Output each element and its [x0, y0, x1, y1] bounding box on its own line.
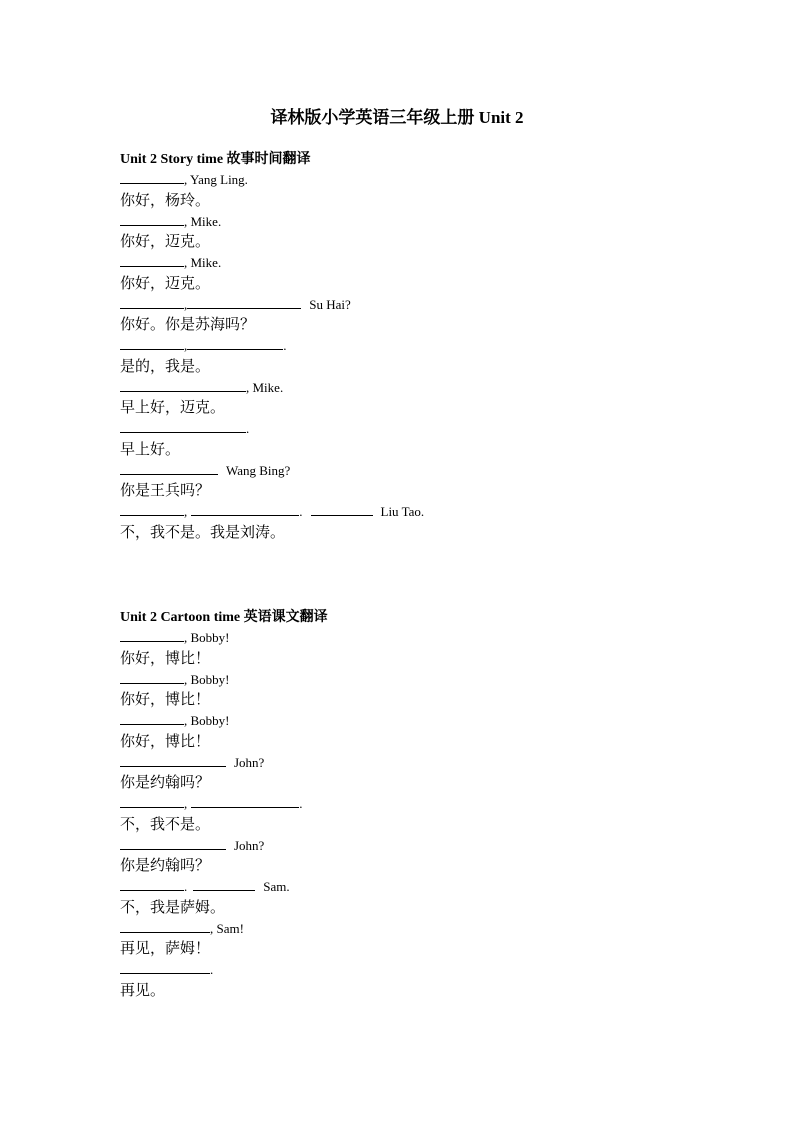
answer-blank[interactable]	[120, 628, 184, 642]
line-end: .	[299, 796, 303, 811]
answer-blank[interactable]	[120, 670, 184, 684]
answer-blank[interactable]	[120, 960, 210, 974]
translation-line: 再见，萨姆！	[120, 941, 211, 958]
line-text: John?	[234, 837, 265, 853]
translation-line: 再见。	[120, 982, 166, 999]
translation-line: 你好，杨玲。	[120, 192, 211, 209]
exercise-line	[120, 295, 740, 316]
line-text: Wang Bing?	[226, 462, 291, 478]
answer-blank[interactable]	[193, 877, 255, 891]
line-text: , Mike.	[246, 379, 284, 395]
line-text: , Mike.	[184, 255, 222, 270]
line-text: John?	[234, 754, 265, 770]
answer-blank[interactable]	[120, 170, 184, 184]
translation-line: 早上好。	[120, 441, 181, 458]
separator: .	[299, 504, 303, 519]
exercise-line	[120, 336, 740, 357]
line-end: .	[283, 338, 287, 353]
line-end: .	[210, 962, 214, 977]
line-text: Liu Tao.	[380, 504, 425, 519]
translation-line: 你好，博比！	[120, 650, 211, 667]
line-text: , Bobby!	[184, 630, 230, 645]
separator: ,	[184, 296, 188, 312]
cartoon-time-section	[120, 607, 740, 1002]
line-text: , Sam!	[210, 920, 244, 936]
translation-line: 你好，迈克。	[120, 234, 211, 251]
answer-blank[interactable]	[191, 502, 299, 516]
separator: ,	[184, 338, 188, 353]
exercise-line	[120, 170, 740, 191]
answer-blank[interactable]	[120, 753, 226, 767]
answer-blank[interactable]	[120, 461, 218, 475]
line-text: Su Hai?	[309, 296, 351, 312]
document-title: 译林版小学英语三年级上册 Unit 2	[270, 108, 524, 127]
answer-blank[interactable]	[191, 794, 299, 808]
answer-blank[interactable]	[120, 253, 184, 267]
story-time-section	[120, 149, 740, 544]
answer-blank[interactable]	[120, 711, 184, 725]
exercise-line	[120, 253, 740, 274]
exercise-line	[120, 461, 740, 482]
translation-line: 你好，博比！	[120, 692, 211, 709]
answer-blank[interactable]	[311, 502, 373, 516]
exercise-line	[120, 711, 740, 732]
translation-line: 你是约翰吗？	[120, 858, 211, 875]
exercise-line	[120, 919, 740, 940]
line-text: , Mike.	[184, 213, 222, 229]
separator: ,	[184, 504, 188, 519]
translation-line: 你好。你是苏海吗？	[120, 317, 256, 334]
exercise-line	[120, 212, 740, 233]
exercise-line	[120, 502, 740, 523]
answer-blank[interactable]	[120, 794, 184, 808]
separator: ,	[184, 796, 188, 811]
translation-line: 你是王兵吗？	[120, 483, 211, 500]
answer-blank[interactable]	[120, 212, 184, 226]
exercise-line	[120, 753, 740, 774]
answer-blank[interactable]	[120, 295, 184, 309]
answer-blank[interactable]	[120, 836, 226, 850]
answer-blank[interactable]	[120, 502, 184, 516]
answer-blank[interactable]	[120, 419, 246, 433]
translation-line: 早上好，迈克。	[120, 400, 226, 417]
exercise-line	[120, 877, 740, 898]
exercise-line	[120, 794, 740, 815]
answer-blank[interactable]	[120, 877, 184, 891]
translation-line: 你是约翰吗？	[120, 775, 211, 792]
translation-line: 是的，我是。	[120, 358, 211, 375]
translation-line: 不，我是萨姆。	[120, 899, 226, 916]
exercise-line	[120, 960, 740, 981]
story-time-heading: Unit 2 Story time 故事时间翻译	[120, 152, 311, 167]
answer-blank[interactable]	[120, 378, 246, 392]
answer-blank[interactable]	[187, 295, 301, 309]
translation-line: 你好，迈克。	[120, 275, 211, 292]
line-end: .	[246, 421, 250, 436]
answer-blank[interactable]	[187, 336, 283, 350]
cartoon-time-heading: Unit 2 Cartoon time 英语课文翻译	[120, 610, 328, 625]
translation-line: 不，我不是。我是刘涛。	[120, 524, 286, 541]
line-text: , Bobby!	[184, 671, 230, 687]
exercise-line	[120, 670, 740, 691]
answer-blank[interactable]	[120, 336, 184, 350]
separator: .	[184, 879, 188, 894]
exercise-line	[120, 836, 740, 857]
exercise-line	[120, 628, 740, 649]
translation-line: 不，我不是。	[120, 816, 211, 833]
answer-blank[interactable]	[120, 919, 210, 933]
exercise-line	[120, 378, 740, 399]
line-text: , Yang Ling.	[184, 172, 248, 187]
line-text: Sam.	[263, 879, 290, 894]
exercise-line	[120, 419, 740, 440]
translation-line: 你好，博比！	[120, 733, 211, 750]
line-text: , Bobby!	[184, 713, 230, 728]
